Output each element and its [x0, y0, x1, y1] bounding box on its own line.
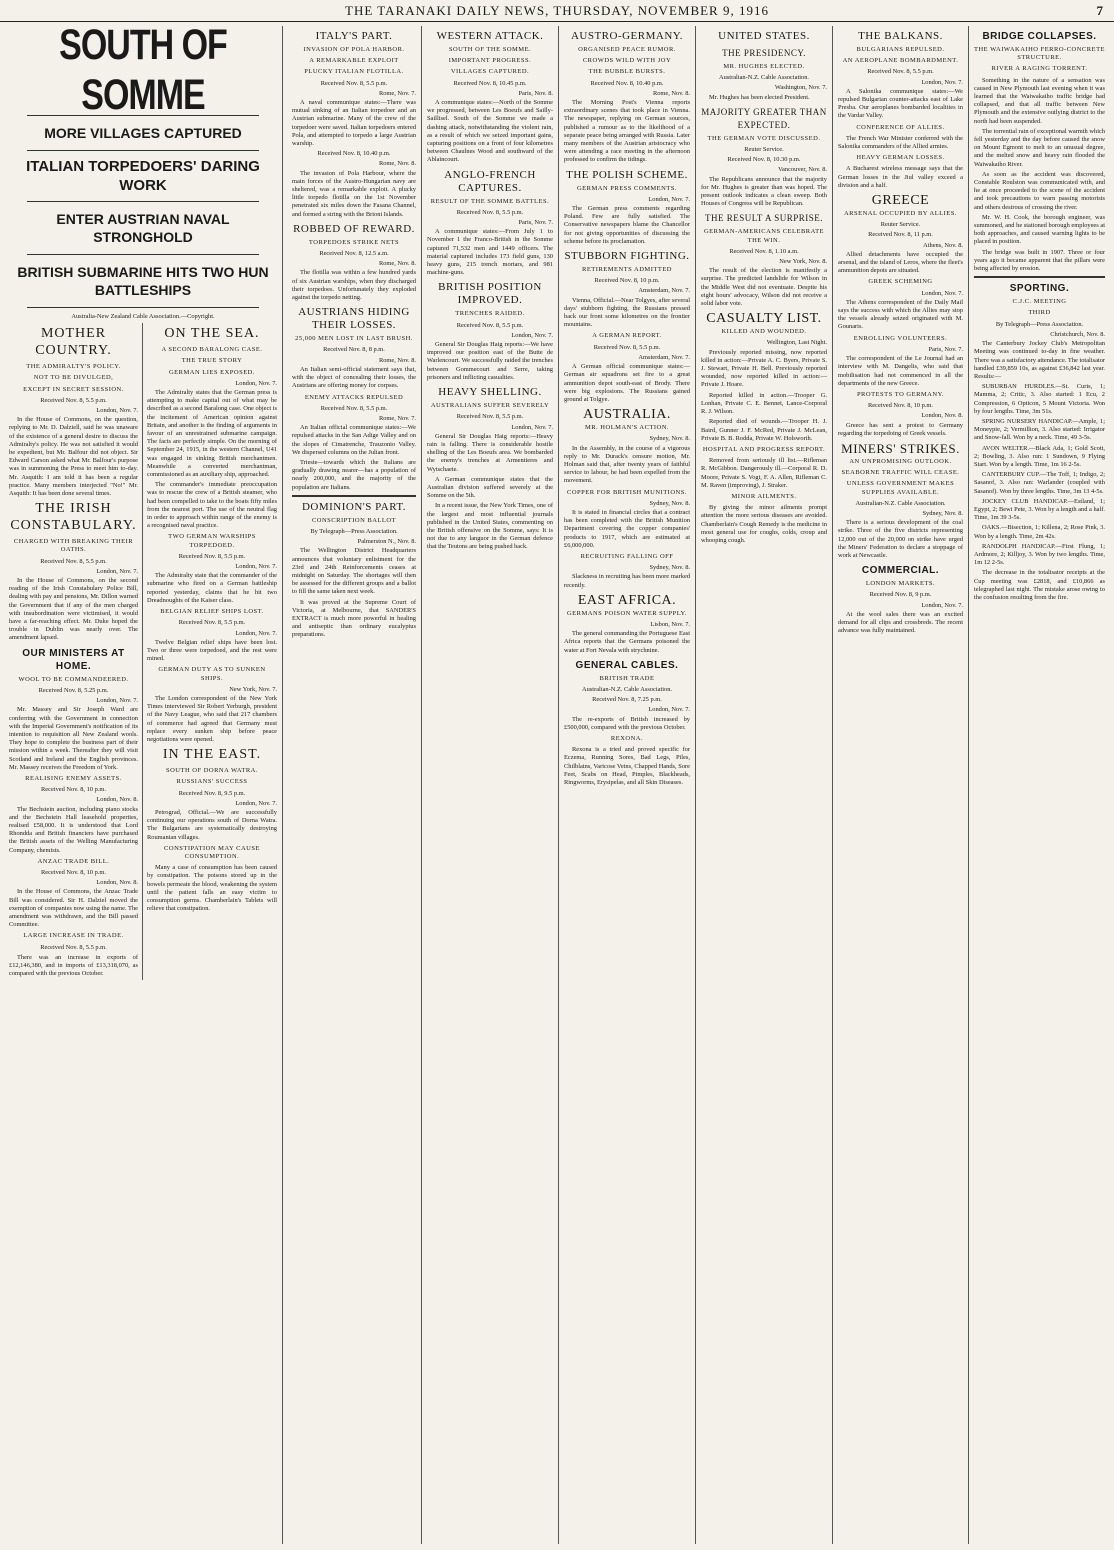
received-line: Received Nov. 8, 5.5 p.m.: [178, 552, 246, 560]
column-1: [4, 26, 283, 1544]
article-subheading: A REMARKABLE EXPLOIT: [309, 57, 399, 65]
article-paragraph: Vienna, Official.—Near Tolgyes, after several days' stubborn fighting, the Russians pressed back our front some kilometres on the frontier mountains.: [564, 296, 690, 329]
received-line: Received Nov. 8, 5.5 p.m.: [593, 343, 661, 351]
article-subheading: CROWDS WILD WITH JOY: [582, 57, 672, 65]
received-line: Received Nov. 8, 7.25 p.m.: [592, 696, 662, 704]
article-paragraph: Trieste—towards which the Italians are gradually drawing nearer—has a population of nearly 200,000, and the majority of the population are Italians.: [292, 458, 416, 491]
dateline: New York, Nov. 8.: [779, 258, 827, 266]
dateline: London, Nov. 7.: [921, 289, 963, 297]
article-paragraph: Reported killed in action.—Trooper G. Lonhan, Private C. E. Bennet, Lance-Corporal R. J. Wilson.: [701, 391, 827, 416]
article-heading: WESTERN ATTACK.: [436, 30, 544, 42]
article-heading: BRIDGE COLLAPSES.: [982, 31, 1097, 42]
article-subheading: MINOR AILMENTS.: [731, 492, 797, 500]
article-paragraph: SPRING NURSERY HANDICAP.—Ample, 1; Moneypie, 2; Vermillion, 3. Also started: Irrigator and Snow-fall. Won by a neck. Time, 49 3-5s.: [974, 417, 1105, 442]
dateline: Amsterdam, Nov. 7.: [638, 287, 690, 295]
article-subheading: TRENCHES RAIDED.: [455, 310, 525, 318]
article-subheading: ORGANISED PEACE RUMOR.: [578, 46, 676, 53]
article-heading: AUSTRIANS HIDING THEIR LOSSES.: [298, 306, 410, 332]
received-line: Received Nov. 8, 5.5 p.m.: [456, 321, 524, 329]
article-paragraph: A naval communique states:—There was mutual sinking of an Italian torpedoer and an Austrian submarine. Many of the crew of the torpedoer were saved. Italian torpedoers entered Pola, and attempted to torpedo a large Austrian warship.: [292, 99, 416, 148]
divider: [27, 307, 259, 308]
dateline: Christchurch, Nov. 8.: [1050, 330, 1105, 338]
article-paragraph: There was an increase in exports of £12,146,380, and in imports of £13,318,070, as compared with the previous October.: [9, 953, 138, 978]
article-heading: ITALY'S PART.: [315, 30, 393, 42]
received-line: Received Nov. 8, 5.5 p.m.: [178, 619, 246, 627]
divider: [27, 150, 259, 151]
article-paragraph: The Canterbury Jockey Club's Metropolitan Meeting was continued to-day in fine weather. There was a satisfactory attendance. The totalisator handled £39,859 10s, as against £36,842 last year. Results:—: [974, 340, 1106, 380]
article-paragraph: The Morning Post's Vienna reports extraordinary scenes that took place in Vienna. The newspaper, replying on German sources, published a rumour as to the likelihood of a separate peace being arranged with Russia. Later many members of the Austrian aristocracy who were attending a race meeting in the afternoon professed to confirm the tidings.: [564, 99, 690, 164]
article-subheading: EXCEPT IN SECRET SESSION.: [23, 385, 124, 393]
article-paragraph: By giving the minor ailments prompt attention the more serious diseases are avoided. Chamberlain's Cough Remedy is the medicine in most general use for coughs, colds, croup and whooping cough.: [701, 504, 827, 544]
received-line: Received Nov. 8, 11 p.m.: [868, 231, 933, 239]
article-subheading: TORPEDOES STRIKE NETS: [308, 238, 400, 246]
received-line: Received Nov. 8, 10.40 p.m.: [317, 150, 391, 158]
article-paragraph: AVON WELTER.—Black Ada, 1; Gold Scott, 2; Bowling, 3. Also run: 1 Sundown, 9 Flying Start. Won by a length. Time, 1m 16 2-5s.: [974, 444, 1105, 468]
article-subheading: LARGE INCREASE IN TRADE.: [23, 932, 124, 940]
received-line: Received Nov. 8, 5.5 p.m.: [320, 404, 388, 412]
article-paragraph: An Italian official communique states:—We repulsed attacks in the San Adige Valley and on the slopes of Cimatrenche, Trauzonio Valley. We dispersed columns on the Julian front.: [292, 424, 416, 456]
article-subheading: GERMANS POISON WATER SUPPLY.: [566, 609, 688, 617]
dateline: New York, Nov. 7.: [229, 685, 277, 693]
article-subheading: GERMAN-AMERICANS CELEBRATE THE WIN.: [703, 228, 825, 244]
article-paragraph: Allied detachments have occupied the arsenal, and the island of Leros, where the fleet's ammunition depots are situated.: [838, 250, 963, 275]
article-paragraph: Something in the nature of a sensation was caused in New Plymouth last evening when it was learned that the Waiwakaiho traffic bridge had collapsed, and that all traffic between New Plymouth and the extensive outlying district to the north had been suspended.: [974, 76, 1105, 125]
article-paragraph: The Republicans announce that the majority for Mr. Hughes is greater than was hoped. The present outlook indicates a clean sweep. Both Houses of Congress will be Republican.: [701, 175, 827, 208]
article-subheading: RESULT OF THE SOMME BATTLES.: [430, 197, 550, 205]
main-headline: SOUTH OF SOMME: [59, 26, 227, 119]
received-line: Received Nov. 8, 10 p.m.: [41, 786, 106, 794]
article-heading: THE BALKANS.: [858, 30, 943, 42]
divider: [27, 254, 259, 255]
article-paragraph: Rexona is a tried and proved specific for Eczema, Running Sores, Bad Legs, Piles, Chilblains, Varicose Veins, Chapped Hands, Sore Feet, Scabs on Head, Pimples, Blackheads, Ringworms, Erysipelas, and all Skin Diseases.: [564, 746, 690, 787]
column-1b: [143, 323, 277, 980]
dateline: Washington, Nov. 7.: [774, 84, 827, 92]
article-subheading: INVASION OF POLA HARBOR.: [303, 46, 405, 53]
article-paragraph: In the House of Commons, on the second reading of the Irish Constabulary Police Bill, dealing with pay and pensions, Mr. Dillon warned the Government that if any of the men charged with insubordination were victimised, it would have a far-reaching effect. Mr. Duke hoped the trouble in Dublin was nearly over. The amendment lapsed.: [9, 577, 138, 642]
article-paragraph: Reported died of wounds.—Trooper H. J. Baird, Gunner J. F. McRed, Private J. McLean, Private B. B. Rodda, Private W. Holsworth.: [701, 418, 827, 442]
article-paragraph: The result of the election is manifestly a surprise. The predicted landslide for Wilson in the Middle West did not eventuate. Despite his eight hours' advocacy, Wilson did not receive a solid labor vote.: [701, 267, 827, 308]
received-line: Received Nov. 8, 9.5 p.m.: [178, 789, 246, 797]
article-subheading: ENROLLING VOLUNTEERS.: [853, 334, 948, 342]
dateline: Lisbon, Nov. 7.: [650, 620, 690, 628]
dateline: Sydney, Nov. 8.: [649, 499, 690, 507]
article-paragraph: Previously reported missing, now reported killed in action:—Private A. C. Byers, Private S. J. Stewart, Private H. Bell. Previously reported wounded, now reported killed in action:—Private J. Hoare.: [701, 348, 827, 389]
dateline: London, Nov. 7.: [235, 379, 277, 387]
article-paragraph: General Sir Douglas Haig reports:—Heavy rain is falling. There is considerable hostile shelling of the Les Boeufs area. We bombarded the enemy's trenches at Armentieres and Wytschaete.: [427, 432, 553, 473]
dateline: Rome, Nov. 8.: [378, 160, 416, 168]
article-subheading: SEABORNE TRAFFIC WILL CEASE.: [841, 469, 960, 477]
dateline: Rome, Nov. 8.: [652, 89, 690, 97]
article-subheading: BELGIAN RELIEF SHIPS LOST.: [160, 608, 264, 616]
column-1-sub: [9, 323, 277, 980]
article-paragraph: The correspondent of the Le Journal had an interview with M. Dangelis, who said that mobilisation had not commenced in all the departments of the new Greece.: [838, 355, 963, 387]
article-paragraph: The flotilla was within a few hundred yards of six Austrian warships, when they discharged their torpedoes. Unfortunately they exploded against the torpedo netting.: [292, 269, 416, 302]
article-subheading: VILLAGES CAPTURED.: [450, 68, 530, 76]
received-line: Received Nov. 8, 10.45 p.m.: [453, 79, 527, 87]
article-subheading: SOUTH OF THE SOMME.: [448, 46, 532, 53]
article-paragraph: A German communique states that the Australian division suffered severely at the Somme on the 5th.: [427, 475, 553, 500]
article-paragraph: CANTERBURY CUP.—The Toff, 1; Indigo, 2; Sasanof, 3. Also ran: Warlander (coupled with Sasanof). Won by three lengths. Time, 3m 13 4-5s.: [974, 471, 1105, 495]
article-subheading: RECRUITING FALLING OFF: [580, 552, 674, 560]
dateline: Rome, Nov. 8.: [378, 260, 416, 268]
column-8: [969, 26, 1110, 1544]
dateline: London, Nov. 7.: [96, 697, 138, 705]
article-subheading: SOUTH OF DORNA WATRA.: [165, 767, 258, 775]
dateline: London, Nov. 7.: [921, 78, 963, 86]
article-subheading: HEAVY GERMAN LOSSES.: [856, 154, 945, 162]
article-paragraph: The Athens correspondent of the Daily Mail says the success with which the Allies may stop the vessels already seized originated with M. Gounaris.: [838, 298, 963, 331]
article-subheading: RIVER A RAGING TORRENT.: [991, 65, 1088, 73]
article-subheading: RETIREMENTS ADMITTED: [582, 266, 672, 274]
credit-line: Australian-N.Z. Cable Association.: [719, 74, 809, 82]
deck-headline-1: MORE VILLAGES CAPTURED: [44, 125, 242, 141]
dateline: London, Nov. 7.: [235, 563, 277, 571]
article-subheading: THE WAIWAKAIHO FERRO-CONCRETE STRUCTURE.: [974, 46, 1106, 62]
article-subheading: COPPER FOR BRITISH MUNITIONS.: [567, 488, 687, 496]
article-paragraph: The Admiralty states that the German press is attempting to make capital out of what may be described as a second Baralong case. One object is the incitement of American opinion against Britain, and another is the finding of arguments in favour of an unrestrained submarine campaign. The facts are perfectly simple. On the morning of September 24, 1915, in the western Channel, U41 was engaged in sinking British merchantmen. Meanwhile a converted merchantman, commissioned as an auxiliary ship, approached.: [147, 389, 277, 479]
article-paragraph: A German official communique states:—German air squadrons set fire to a great ammunition depot south-east of Brody. There were big explosions. The Russians gained ground at Tolgye.: [564, 363, 690, 403]
article-subheading: LONDON MARKETS.: [865, 580, 936, 588]
credit-line: By Telegraph—Press Association.: [995, 320, 1084, 328]
article-paragraph: At the wool sales there was an excited demand for all clips and crossbreds. The recent advance was fully maintained.: [838, 610, 963, 635]
article-heading: CASUALTY LIST.: [706, 311, 822, 327]
article-subheading: WOOL TO BE COMMANDEERED.: [18, 675, 129, 683]
article-subheading: CONFERENCE OF ALLIES.: [856, 123, 945, 131]
article-paragraph: Removed from seriously ill list.—Rifleman R. McGibbon. Dangerously ill.—Corporal R. D. Moore, Private S. Vogt, F. A. Allen, Rifleman C. M. Raven (improving), J. Straker.: [701, 457, 827, 489]
dateline: Paris, Nov. 7.: [518, 219, 553, 227]
received-line: Received Nov. 8, 5.25 p.m.: [38, 686, 109, 694]
dateline: Athens, Nov. 8.: [923, 241, 963, 249]
column-5: [559, 26, 696, 1544]
article-paragraph: General Sir Douglas Haig reports:—We have improved our position east of the Butte de Warlencourt. We successfully raided the trenches between Gommecourt and Serre, taking prisoners and inflicting casualties.: [427, 341, 553, 381]
deck-headline-3: ENTER AUSTRIAN NAVAL STRONGHOLD: [56, 211, 230, 245]
article-paragraph: The German press comments regarding Poland. Few are fully satisfied. The Conservative newspapers blame the Chancellor for not giving opportunities of discussing the scheme before its proclamation.: [564, 205, 690, 245]
received-line: Received Nov. 8, 10 p.m.: [594, 277, 660, 285]
article-subheading: THE ADMIRALTY'S POLICY.: [26, 363, 121, 371]
deck-headline-2: ITALIAN TORPEDOERS' DARING WORK: [26, 158, 260, 194]
dateline: London, Nov. 7.: [921, 601, 963, 609]
dateline: Rome, Nov. 7.: [378, 414, 416, 422]
article-paragraph: Mr. W. H. Cook, the borough engineer, was summoned, and he stationed borough employees at both approaches, and caused warning lights to be placed in position.: [974, 213, 1105, 246]
article-heading: BRITISH POSITION IMPROVED.: [438, 281, 542, 307]
article-subheading: UNLESS GOVERNMENT MAKES SUPPLIES AVAILABLE.: [846, 480, 955, 496]
article-paragraph: A communique states:—From July 1 to November 1 the Franco-British in the Somme captured 71,532 men and 1449 officers. The material captured includes 173 field guns, 130 heavy guns, 215 trench mortars, and 981 machine-guns.: [427, 228, 553, 277]
credit-line: Reuter Service.: [744, 146, 784, 154]
article-paragraph: The torrential rain of exceptional warmth which fell yesterday and the day before caused the snow on Mount Egmont to melt to an unusual degree, and the melted snow and heavy rain flooded the Waiwakaiho River.: [974, 127, 1105, 168]
article-heading: ON THE SEA.: [164, 326, 260, 342]
article-paragraph: It is stated in financial circles that a contract has been completed with the British Munition Department covering the copper companies' products to 1917, which are estimated at £6,000,000.: [564, 508, 690, 549]
article-heading: IN THE EAST.: [162, 747, 262, 763]
article-paragraph: Petrograd, Official.—We are successfully continuing our operations south of Dorna Watra. The Bulgarians are systematically destroying Roumanian villages.: [147, 808, 277, 841]
received-line: Received Nov. 8, 12.5 a.m.: [319, 250, 389, 258]
article-heading: DOMINION'S PART.: [301, 500, 407, 513]
article-subheading: C.J.C. MEETING: [1012, 298, 1067, 306]
article-subheading: MR. HOLMAN'S ACTION.: [584, 424, 670, 432]
dateline: Paris, Nov. 7.: [928, 345, 963, 353]
article-subheading: HOSPITAL AND PROGRESS REPORT.: [702, 445, 826, 453]
article-heading: ANGLO-FRENCH CAPTURES.: [444, 168, 536, 194]
dateline: Palmerston N., Nov. 8.: [357, 538, 416, 546]
dateline: London, Nov. 7.: [235, 799, 277, 807]
article-subheading: PLUCKY ITALIAN FLOTILLA.: [304, 68, 404, 76]
article-subheading: A SECOND BARALONG CASE.: [161, 346, 263, 354]
article-paragraph: The commander's immediate preoccupation was to rescue the crew of a British steamer, who had been compelled to take to the boats fifty miles from the nearest port. The use of the neutral flag in order to approach within range of the enemy is a recognised naval practice.: [147, 481, 277, 530]
article-paragraph: The re-exports of British increased by £500,000, compared with the previous October.: [564, 715, 690, 731]
article-paragraph: RANDOLPH HANDICAP.—First Flung, 1; Ardmore, 2; Killjoy, 3. Won by two lengths. Time, 1m 12 2-5s.: [974, 542, 1105, 567]
received-line: Received Nov. 8, 1.10 a.m.: [729, 247, 799, 255]
article-paragraph: The general commanding the Portuguese East Africa reports that the Germans poisoned the water at Fort Nevala with strychnine.: [564, 630, 690, 654]
article-subheading: GERMAN DUTY AS TO SUNKEN SHIPS.: [158, 666, 266, 682]
article-heading: UNITED STATES.: [718, 30, 810, 42]
dateline: Sydney, Nov. 8.: [922, 509, 963, 517]
article-paragraph: An Italian semi-official statement says that, with the object of concealing their losses, the Austrians are offering money for corpses.: [292, 365, 416, 390]
dateline: Sydney, Nov. 8.: [649, 564, 690, 572]
received-line: Received Nov. 8, 9 p.m.: [869, 591, 932, 599]
article-heading: ROBBED OF REWARD.: [293, 222, 415, 235]
article-paragraph: The London correspondent of the New York Times interviewed Sir Robert Yerburgh, president of the Navy League, who said that 217 chambers of commerce had agreed that Germany must replace every sunken ship before peace negotiations were opened.: [147, 694, 277, 743]
article-paragraph: A Bucharest wireless message says that the German losses in the Jiul valley exceed a division and a half.: [838, 165, 963, 189]
article-subheading: REXONA.: [610, 735, 644, 742]
dateline: Amsterdam, Nov. 7.: [638, 353, 690, 361]
article-heading: THE POLISH SCHEME.: [566, 168, 688, 181]
article-paragraph: The Bechstein auction, including piano stocks and the Bechstein Hall leasehold properties, realised £58,000. It is understood that Lord Rhondda and British financiers have purchased the British assets of the Welling Manufacturing Company, chemists.: [9, 805, 138, 854]
divider: [292, 495, 416, 497]
article-subheading: GERMAN LIES EXPOSED.: [168, 368, 256, 376]
article-paragraph: Slackness in recruiting has been more marked recently.: [564, 573, 690, 589]
column-7: [833, 26, 969, 1544]
article-paragraph: The Admiralty state that the commander of the submarine who fired on a German battleship reported yesterday, claims that he hit two Dreadnoughts of the Kaiser class.: [147, 572, 277, 604]
article-paragraph: JOCKEY CLUB HANDICAP.—Estland, 1; Egypt, 2; Bewi Pete, 3. Won by a length and a half. Time, 1m 39 3-5s.: [974, 497, 1105, 522]
column-4: [422, 26, 559, 1544]
article-paragraph: The French War Minister conferred with the Salonika commanders of the Allied armies.: [838, 134, 963, 151]
received-line: Received Nov. 8, 10 p.m.: [41, 868, 106, 876]
received-line: Received Nov. 8, 5.5 p.m.: [456, 208, 524, 216]
column-3: [287, 26, 422, 1544]
dateline: London, Nov. 8.: [96, 796, 138, 804]
received-line: Received Nov. 8, 5.5 p.m.: [40, 396, 107, 404]
article-subheading: KILLED AND WOUNDED.: [721, 328, 807, 336]
article-subheading: THIRD: [1028, 309, 1051, 317]
dateline: London, Nov. 7.: [648, 195, 690, 203]
article-heading: OUR MINISTERS AT HOME.: [22, 647, 125, 672]
credit-line: Reuter Service.: [880, 221, 921, 229]
article-paragraph: Twelve Belgian relief ships have been lost. Two or three were torpedoed, and the rest were mined.: [147, 638, 277, 663]
received-line: Received Nov. 8, 5.5 p.m.: [456, 413, 524, 421]
article-subheading: THE GERMAN VOTE DISCUSSED.: [707, 134, 821, 142]
article-subheading: NOT TO BE DIVULGED,: [33, 374, 114, 382]
article-subheading: THE PRESIDENCY.: [722, 48, 806, 58]
divider: [974, 276, 1105, 278]
article-paragraph: SUBURBAN HURDLES.—St. Curis, 1; Mamma, 2; Critic, 3. Also started: 1 Ecu, 2 Compression, 6 Opticon, 5 Mount Victoria. Won by four lengths. Time, 3m 51s.: [974, 383, 1105, 415]
credit-line: By Telegraph—Press Association.: [310, 527, 398, 535]
article-heading: AUSTRO-GERMANY.: [570, 30, 684, 42]
article-subheading: AUSTRALIANS SUFFER SEVERELY: [430, 402, 550, 410]
dateline: London, Nov. 7.: [511, 423, 553, 431]
article-subheading: MR. HUGHES ELECTED.: [723, 63, 805, 70]
article-paragraph: The Wellington District Headquarters announces that voluntary enlistment for the 23rd and 24th Reinforcements ceases at midnight on Saturday. The shortages will then be assessed for the different groups and a ballot to fill the same taken next week.: [292, 547, 416, 596]
article-subheading: TWO GERMAN WARSHIPS TORPEDOED.: [168, 533, 256, 549]
article-subheading: BRITISH TRADE: [599, 674, 655, 682]
article-heading: GREECE: [871, 193, 930, 209]
dateline: London, Nov. 7.: [648, 706, 690, 714]
received-line: Received Nov. 8, 5.5 p.m.: [867, 68, 934, 76]
article-heading: AUSTRALIA.: [583, 407, 671, 423]
received-line: Received Nov. 8, 10.40 p.m.: [590, 79, 664, 87]
credit-line: Australian-N.Z. Cable Association.: [582, 685, 672, 693]
received-line: Received Nov. 8, 5.5 p.m.: [40, 943, 107, 951]
article-heading: COMMERCIAL.: [861, 565, 940, 577]
article-subheading: A GERMAN REPORT.: [592, 332, 662, 340]
deck-headline-4: BRITISH SUBMARINE HITS TWO HUN BATTLESHIPS: [17, 264, 269, 298]
article-subheading: ANZAC TRADE BILL.: [37, 857, 110, 865]
received-line: Received Nov. 8, 5.5 p.m.: [320, 79, 388, 87]
article-paragraph: A Salonika communique states:—We repulsed Bulgarian counter-attacks east of Lake Presba. Our aeroplanes bombarded localities in the Vardar Valley.: [838, 87, 963, 120]
page-number: 7: [1096, 3, 1104, 18]
credit-line: Australia-New Zealand Cable Association.—Copyright.: [71, 313, 215, 320]
dateline: London, Nov. 7.: [235, 629, 277, 637]
dateline: London, Nov. 7.: [96, 407, 138, 415]
article-heading: THE IRISH CONSTABULARY.: [10, 501, 137, 534]
article-paragraph: The bridge was built in 1907. Three or four years ago it became apparent that the pillars were being affected by erosion.: [974, 248, 1105, 273]
dateline: Vancouver, Nov. 8.: [778, 166, 827, 174]
article-subheading: THE RESULT A SURPRISE.: [704, 213, 824, 224]
dateline: Paris, Nov. 8.: [518, 89, 553, 97]
article-subheading: RUSSIANS' SUCCESS: [176, 778, 248, 786]
article-subheading: GERMAN PRESS COMMENTS.: [576, 184, 678, 192]
divider: [27, 201, 259, 202]
article-paragraph: In the Assembly, in the course of a vigorous reply to Mr. Durack's censure motion, Mr. Holman said that, after twenty years of faithful service to labour, he had been expelled from the movement.: [564, 444, 690, 485]
article-subheading: 25,000 MEN LOST IN LAST BRUSH.: [295, 335, 413, 343]
article-heading: GENERAL CABLES.: [575, 659, 679, 671]
dateline: London, Nov. 8.: [921, 412, 963, 420]
dateline: London, Nov. 7.: [96, 567, 138, 575]
dateline: London, Nov. 7.: [511, 331, 553, 339]
dateline: Rome, Nov. 7.: [378, 89, 416, 97]
article-heading: MINERS' STRIKES.: [841, 440, 960, 456]
article-subheading: CHARGED WITH BREAKING THEIR OATHS.: [13, 538, 134, 554]
article-paragraph: The invasion of Pola Harbour, where the main forces of the Austro-Hungarian navy are sheltered, was a remarkable exploit. A plucky little torpedo flotilla on the 1st November penetrated six miles down the Fasana Channel, and formed a string with the Brioni Islands.: [292, 169, 416, 218]
article-paragraph: Mr. Massey and Sir Joseph Ward are conferring with the Government in connection with the Imperial Government's notification of its intention to requisition all New Zealand wools. They hope to complete the business part of their mission within a week. Thereafter they will visit Scotland and Ireland and the English provinces. Mr. Massey receives the Freedom of York.: [9, 706, 138, 771]
dateline: Wellington, Last Night.: [766, 339, 827, 347]
article-paragraph: In the House of Commons, on the question, replying to Mr. D. Dalziell, said he was unaware of the existence of a general desire to discuss the Admiralty's policy. He was not satisfied it would be expedient, but Mr. Balfour did not object. Sir Edward Carson asked what Mr. Balfour's purpose was in summoning the Press to meet him to-day. Mr. Asquith: I am told it has been a regular practice. Many members interjected "No!" Mr. Asquith: It has been done several times.: [9, 416, 138, 498]
article-paragraph: The decrease in the totalisator receipts at the Cup meeting was £2818, and £10,866 as telegraphed last night. The mistake arose owing to the confusion resulting from the fire.: [974, 569, 1105, 601]
masthead: [0, 0, 1114, 22]
article-paragraph: As soon as the accident was discovered, Constable Roulston was communicated with, and he at once proceeded to the scene of the accident and took precautions to warn passing motorists and others desirous of crossing the river.: [974, 170, 1105, 211]
article-subheading: IMPORTANT PROGRESS.: [448, 57, 532, 65]
received-line: Received Nov. 8, 5.5 p.m.: [40, 557, 107, 565]
masthead-title: THE TARANAKI DAILY NEWS, THURSDAY, NOVEMBER 9, 1916: [345, 3, 769, 18]
received-line: Received Nov. 8, 8 p.m.: [323, 346, 385, 354]
article-paragraph: There is a serious development of the coal strike. Three of the five districts representing 12,000 out of the 20,000 on strike have urged the Miners' Federation to declare a stoppage of work at Newcastle.: [838, 519, 963, 559]
article-subheading: AN AEROPLANE BOMBARDMENT.: [842, 57, 959, 65]
article-paragraph: In a recent issue, the New York Times, one of the largest and most influential journals published in the United States, commenting on the British offensive on the Somme, says: It is not due to any languor in the German defence that the Teutons are being pushed back.: [427, 502, 553, 551]
article-subheading: CONSCRIPTION BALLOT: [311, 516, 397, 524]
article-subheading: ARSENAL OCCUPIED BY ALLIES.: [843, 210, 958, 218]
article-paragraph: Mr. Hughes has been elected President.: [709, 93, 810, 101]
article-subheading: CONSTIPATION MAY CAUSE CONSUMPTION.: [164, 844, 260, 860]
article-paragraph: A communique states:—North of the Somme we progressed, between Les Boeufs and Sailly-Saillisel. South of the Somme we made a dashing attack, notwithstanding the violent rain, as a result of which we seized important gains, capturing positions on a front of four kilometres between Chaulnes Wood and southward of the Ablaincourt.: [427, 99, 553, 164]
dateline: Rome, Nov. 8.: [378, 356, 416, 364]
article-heading: HEAVY SHELLING.: [438, 386, 542, 399]
article-paragraph: Many a case of consumption has been caused by constipation. The poisons stored up in the bowels permeate the blood, weakening the system until the patient falls an easy victim to consumption germs. Chamberlain's Tablets will relieve that constipation.: [147, 864, 277, 913]
column-1a: [9, 323, 143, 980]
article-heading: EAST AFRICA.: [577, 592, 677, 608]
received-line: Received Nov. 8, 10 p.m.: [868, 402, 933, 410]
article-subheading: PROTESTS TO GERMANY.: [856, 390, 945, 398]
article-subheading: AN UNPROMISING OUTLOOK.: [849, 457, 952, 465]
article-subheading: THE BUBBLE BURSTS.: [588, 68, 666, 76]
article-subheading: REALISING ENEMY ASSETS.: [25, 774, 122, 782]
article-subheading: BULGARIANS REPULSED.: [856, 46, 945, 53]
article-paragraph: Greece has sent a protest to Germany regarding the torpedoing of Greek vessels.: [838, 421, 963, 437]
column-6: [696, 26, 833, 1544]
article-subheading: THE TRUE STORY: [181, 357, 243, 365]
article-subheading: GREEK SCHEMING: [868, 278, 933, 286]
article-paragraph: In the House of Commons, the Anzac Trade Bill was considered. Sir H. Dalziel moved the exemption of companies now using the name. The amendment was withdrawn, and the Bill passed Committee.: [9, 888, 138, 929]
dateline: Sydney, Nov. 8.: [649, 435, 690, 443]
dateline: London, Nov. 8.: [96, 879, 138, 887]
received-line: Received Nov. 8, 10.30 p.m.: [727, 156, 801, 164]
article-paragraph: It was proved at the Supreme Court of Victoria, at Melbourne, that SANDER'S EXTRACT is much more powerful in healing and antiseptic than ordinary eucalyptus preparations.: [292, 598, 416, 639]
article-paragraph: OAKS.—Bisection, 1; Killena, 2; Rose Pink, 3. Won by a length. Time, 2m 42s.: [974, 524, 1105, 540]
article-heading: SPORTING.: [1009, 283, 1070, 295]
article-subheading: ENEMY ATTACKS REPULSED: [304, 393, 404, 401]
article-heading: STUBBORN FIGHTING.: [564, 250, 690, 263]
credit-line: Australian-N.Z. Cable Association.: [855, 499, 946, 507]
article-subheading: MAJORITY GREATER THAN EXPECTED.: [701, 106, 827, 130]
article-heading: MOTHER COUNTRY.: [35, 326, 112, 359]
